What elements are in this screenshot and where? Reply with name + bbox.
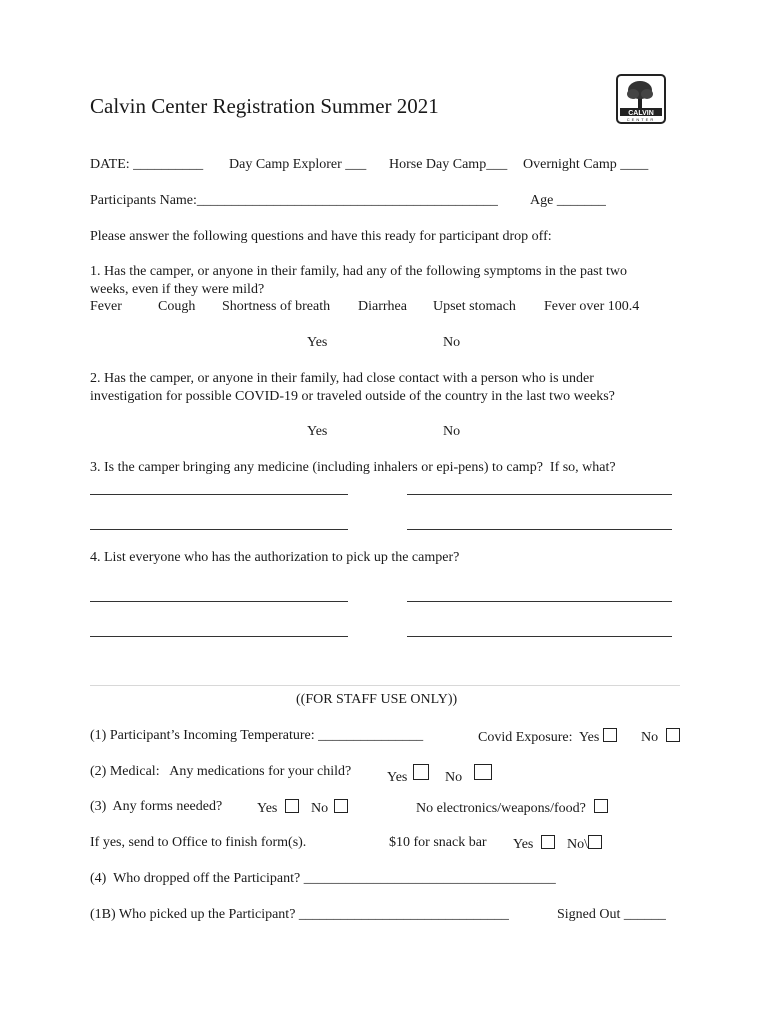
checkbox[interactable] <box>285 799 299 813</box>
pickup-answer-line[interactable] <box>90 601 348 602</box>
question-2-no[interactable]: No <box>443 424 461 439</box>
pickup-answer-line[interactable] <box>407 601 672 602</box>
checkbox[interactable] <box>474 764 492 780</box>
forms-no[interactable] <box>311 799 348 817</box>
covid-no-label: No <box>641 730 659 745</box>
day-camp-explorer-field[interactable]: Day Camp Explorer ___ <box>229 157 367 172</box>
checkbox[interactable] <box>588 835 602 849</box>
checkbox[interactable] <box>603 728 617 742</box>
temperature-field[interactable]: (1) Participant’s Incoming Temperature: _______________ <box>90 728 424 743</box>
forms-yes[interactable] <box>257 799 299 817</box>
logo-subtext: CENTER <box>626 117 656 122</box>
medicine-answer-line[interactable] <box>407 494 672 495</box>
covid-exposure-no[interactable] <box>641 728 680 746</box>
medical-no-label: No <box>445 770 463 785</box>
symptom-upset-stomach: Upset stomach <box>433 299 516 314</box>
question-1-no[interactable]: No <box>443 335 461 350</box>
logo-text: CALVIN <box>628 110 654 117</box>
calvin-center-logo <box>616 74 666 124</box>
question-1-yes[interactable]: Yes <box>307 335 328 350</box>
question-2-yes[interactable]: Yes <box>307 424 328 439</box>
instructions-text: Please answer the following questions and have this ready for participant drop off: <box>90 229 552 244</box>
symptom-cough: Cough <box>158 299 196 314</box>
medical-question: (2) Medical: Any medications for your child? <box>90 764 352 779</box>
page-title: Calvin Center Registration Summer 2021 <box>90 94 439 118</box>
snack-yes-label: Yes <box>513 837 534 852</box>
age-field[interactable]: Age _______ <box>530 193 606 208</box>
symptom-fever: Fever <box>90 299 122 314</box>
medical-no[interactable] <box>445 764 492 786</box>
snack-bar-no[interactable] <box>567 835 602 853</box>
checkbox[interactable] <box>666 728 680 742</box>
snack-bar-yes[interactable] <box>513 835 555 853</box>
question-3-text: 3. Is the camper bringing any medicine (including inhalers or epi-pens) to camp? If so, what? <box>90 460 616 475</box>
symptom-diarrhea: Diarrhea <box>358 299 407 314</box>
question-2-line-1: 2. Has the camper, or anyone in their family, had close contact with a person who is under <box>90 371 594 386</box>
snack-bar-text: $10 for snack bar <box>389 835 487 850</box>
participant-name-field[interactable]: Participants Name:___________________________________________ <box>90 193 498 208</box>
checkbox[interactable] <box>594 799 608 813</box>
symptom-fever-over-100: Fever over 100.4 <box>544 299 640 314</box>
covid-exposure-yes[interactable] <box>478 728 617 746</box>
medical-yes[interactable] <box>387 764 429 786</box>
medicine-answer-line[interactable] <box>90 494 348 495</box>
question-2-line-2: investigation for possible COVID-19 or traveled outside of the country in the last two weeks? <box>90 389 615 404</box>
pickup-answer-line[interactable] <box>90 636 348 637</box>
forms-question: (3) Any forms needed? <box>90 799 223 814</box>
staff-use-heading: ((FOR STAFF USE ONLY)) <box>296 692 458 707</box>
send-to-office-text: If yes, send to Office to finish form(s). <box>90 835 307 850</box>
snack-no-label: No\ <box>567 837 588 852</box>
symptom-shortness-of-breath: Shortness of breath <box>222 299 331 314</box>
no-electronics[interactable] <box>416 799 608 817</box>
section-divider <box>90 685 680 686</box>
question-1-line-2: weeks, even if they were mild? <box>90 282 265 297</box>
checkbox[interactable] <box>541 835 555 849</box>
dropped-off-field[interactable]: (4) Who dropped off the Participant? ____________________________________ <box>90 871 556 886</box>
medicine-answer-line[interactable] <box>407 529 672 530</box>
question-4-text: 4. List everyone who has the authorization to pick up the camper? <box>90 550 460 565</box>
forms-no-label: No <box>311 801 329 816</box>
covid-exposure-label: Covid Exposure: Yes <box>478 730 600 745</box>
signed-out-field[interactable]: Signed Out ______ <box>557 907 666 922</box>
checkbox[interactable] <box>334 799 348 813</box>
medicine-answer-line[interactable] <box>90 529 348 530</box>
forms-yes-label: Yes <box>257 801 278 816</box>
no-electronics-label: No electronics/weapons/food? <box>416 801 586 816</box>
question-1-line-1: 1. Has the camper, or anyone in their family, had any of the following symptoms in the past two <box>90 264 628 279</box>
tree-icon <box>618 76 664 122</box>
picked-up-field[interactable]: (1B) Who picked up the Participant? ______________________________ <box>90 907 509 922</box>
checkbox[interactable] <box>413 764 429 780</box>
overnight-camp-field[interactable]: Overnight Camp ____ <box>523 157 649 172</box>
date-field[interactable]: DATE: __________ <box>90 157 204 172</box>
horse-day-camp-field[interactable]: Horse Day Camp___ <box>389 157 508 172</box>
pickup-answer-line[interactable] <box>407 636 672 637</box>
medical-yes-label: Yes <box>387 770 408 785</box>
